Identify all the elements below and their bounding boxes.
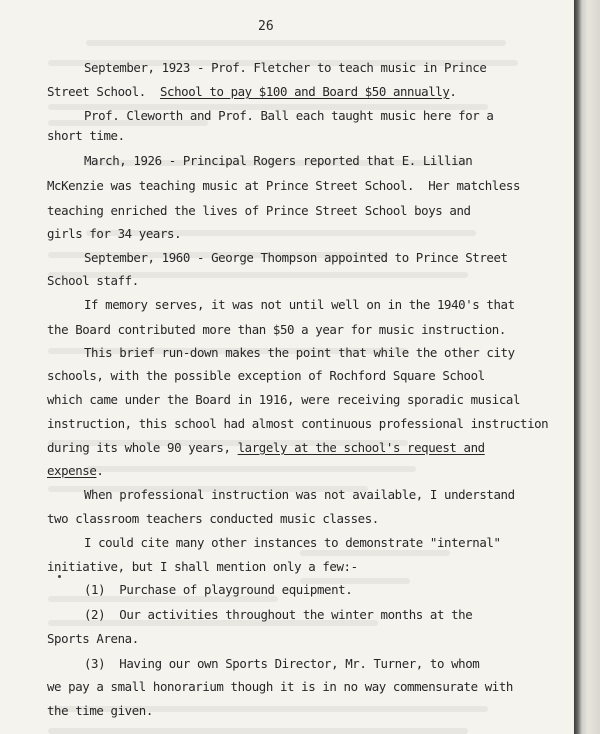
text-line (47, 368, 485, 383)
text-line (47, 631, 139, 646)
text-run: Street School. (47, 84, 160, 99)
text-line (47, 511, 379, 526)
text-line (47, 84, 456, 99)
text-line (84, 250, 508, 265)
text-run: I could cite many other instances to demonstrate "internal" (84, 535, 501, 550)
text-run: Sports Arena. (47, 631, 139, 646)
text-run: . (449, 84, 457, 99)
text-line (84, 535, 501, 550)
text-run: the Board contributed more than $50 a year for music instruction. (47, 322, 506, 337)
text-line (47, 392, 520, 407)
underlined-text: expense (47, 463, 97, 478)
bleed-through-line (300, 550, 450, 556)
text-line (84, 108, 493, 123)
text-run: (3) Having our own Sports Director, Mr. Turner, to whom (84, 656, 480, 671)
bleed-through-line (48, 728, 468, 734)
text-line (47, 273, 139, 288)
text-run: teaching enriched the lives of Prince Street School boys and (47, 203, 471, 218)
text-run: McKenzie was teaching music at Prince Street School. Her matchless (47, 178, 521, 193)
text-line (84, 487, 515, 502)
text-line (47, 178, 520, 193)
scanner-edge-shadow (574, 0, 600, 734)
text-line (84, 153, 472, 168)
text-run: Prof. Cleworth and Prof. Ball each taught music here for a (84, 108, 494, 123)
text-line (84, 297, 515, 312)
bleed-through-line (86, 40, 506, 46)
text-line (84, 607, 472, 622)
text-run: the time given. (47, 703, 153, 718)
text-line (84, 656, 479, 671)
text-line (47, 128, 125, 143)
text-run: School staff. (47, 273, 139, 288)
text-line (47, 226, 181, 241)
ink-speck (58, 575, 61, 578)
underlined-text: School to pay $100 and Board $50 annually (159, 84, 450, 99)
bleed-through-line (86, 466, 416, 472)
text-run: (2) Our activities throughout the winter months at the (84, 607, 473, 622)
text-line (47, 703, 153, 718)
text-run: two classroom teachers conducted music classes. (47, 511, 379, 526)
text-run: When professional instruction was not available, I understand (84, 487, 515, 502)
text-line (84, 345, 515, 360)
text-run: This brief run-down makes the point that while the other city (84, 345, 515, 360)
text-run: initiative, but I shall mention only a few:- (47, 559, 358, 574)
text-line (47, 440, 485, 455)
text-line (84, 60, 486, 75)
text-line (47, 679, 513, 694)
text-run: If memory serves, it was not until well on in the 1940's that (84, 297, 515, 312)
text-run: September, 1923 - Prof. Fletcher to teach music in Prince (84, 60, 487, 75)
text-line (47, 463, 103, 478)
text-run: short time. (47, 128, 125, 143)
text-run: (1) Purchase of playground equipment. (84, 582, 353, 597)
text-run: which came under the Board in 1916, were receiving sporadic musical (47, 392, 521, 407)
page-number: 26 (258, 19, 274, 34)
text-run: . (96, 463, 104, 478)
text-run: instruction, this school had almost continuous professional instruction (47, 416, 549, 431)
text-run: girls for 34 years. (47, 226, 182, 241)
text-line (47, 416, 548, 431)
text-line (47, 559, 358, 574)
text-run: March, 1926 - Principal Rogers reported that E. Lillian (84, 153, 473, 168)
text-run: September, 1960 - George Thompson appointed to Prince Street (84, 250, 508, 265)
text-line (47, 322, 506, 337)
text-run: schools, with the possible exception of Rochford Square School (47, 368, 485, 383)
text-run: during its whole 90 years, (47, 440, 238, 455)
text-line (84, 582, 352, 597)
text-line (47, 203, 471, 218)
underlined-text: largely at the school's request and (237, 440, 485, 455)
text-run: we pay a small honorarium though it is in no way commensurate with (47, 679, 513, 694)
